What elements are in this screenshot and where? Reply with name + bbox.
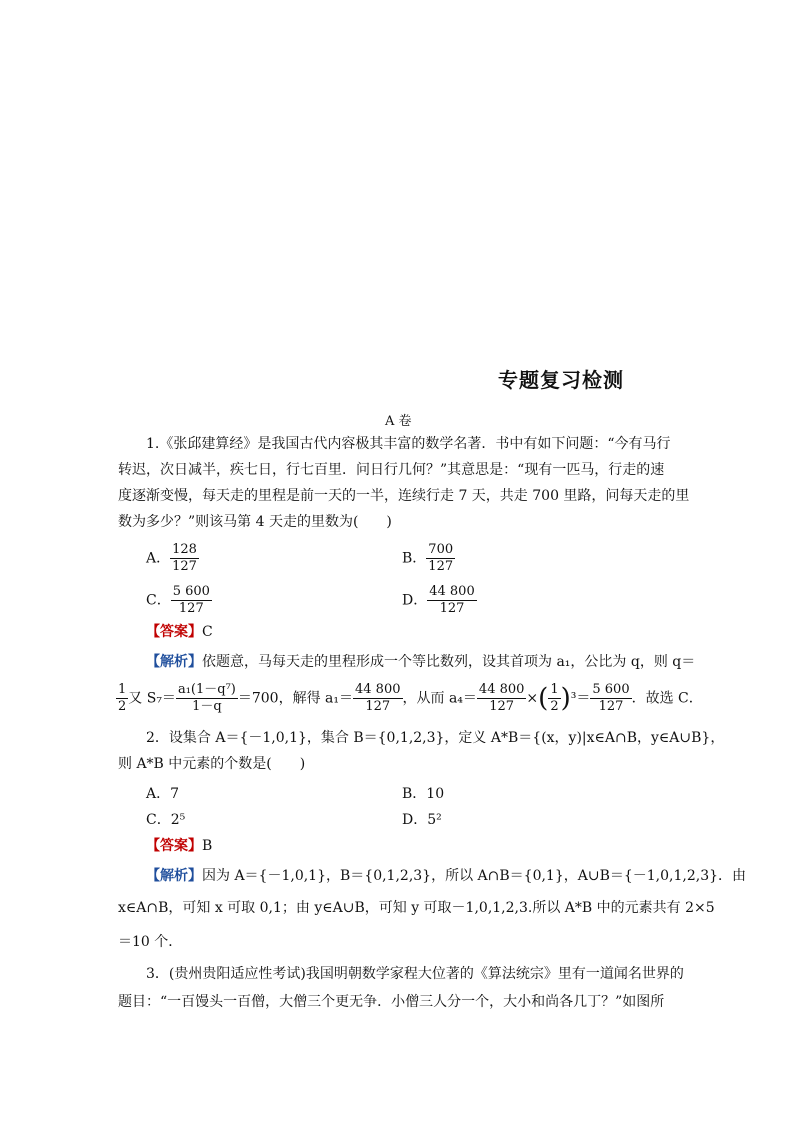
analysis-tag: 【解析】: [146, 654, 202, 670]
q1-option-c: C． $\frac{5 600}{127}$: [146, 584, 210, 616]
q1-option-a: A． $\frac{128}{127}$: [146, 542, 197, 574]
q2-line-2: 则 A*B 中元素的个数是( ): [118, 756, 306, 772]
q1-answer: 【答案】C: [146, 624, 213, 640]
q3-line-2: 题目：“一百馒头一百僧，大僧三个更无争．小僧三人分一个，大小和尚各几丁？”如图所: [118, 994, 665, 1010]
q1-option-b: B． $\frac{700}{127}$: [402, 542, 454, 574]
q2-analysis-line-1: 【解析】因为 A＝{－1,0,1}，B＝{0,1,2,3}，所以 A∩B＝{0,1}，A∪B＝{－1,0,1,2,3}．由: [146, 868, 747, 884]
q2-option-c: C．2⁵: [146, 812, 186, 828]
q1-line-1: 1.《张邱建算经》是我国古代内容极其丰富的数学名著．书中有如下问题：“今有马行: [146, 436, 671, 452]
q1-line-4: 数为多少？”则该马第 4 天走的里数为( ): [118, 514, 392, 530]
q1-line-3: 度逐渐变慢，每天走的里程是前一天的一半，连续行走 7 天，共走 700 里路，问每天走的里: [118, 488, 690, 504]
q2-option-d: D．5²: [402, 812, 442, 828]
analysis-tag: 【解析】: [146, 868, 202, 884]
q2-analysis-line-2: x∈A∩B，可知 x 可取 0,1；由 y∈A∪B，可知 y 可取－1,0,1,2,3.所以 A*B 中的元素共有 2×5: [118, 900, 715, 916]
q1-option-d: D． $\frac{44 800}{127}$: [402, 584, 475, 616]
q3-line-1: 3．(贵州贵阳适应性考试)我国明朝数学家程大位著的《算法统宗》里有一道闻名世界的: [146, 966, 684, 982]
q2-line-1: 2．设集合 A＝{－1,0,1}，集合 B＝{0,1,2,3}，定义 A*B＝{(x，y)|x∈A∩B，y∈A∪B}，: [146, 730, 725, 746]
q1-analysis-formula: $\frac{1}{2}$ 又 S₇＝ $\frac{\text{a₁(1－q⁷)}}{1-q}$ ＝700，解得 a₁＝ $\frac{44 800}{127}$ ，从而 a₄＝ $\frac{44 800}{127}$ ×( $\frac{1}{2}$ )³＝ $\frac{5 600}{127}$ ．故选 C．: [118, 682, 703, 714]
q2-option-a: A．7: [146, 786, 180, 802]
page-title: 专题复习检测: [498, 368, 624, 392]
q1-line-2: 转迟，次日减半，疾七日，行七百里．问日行几何？”其意思是：“现有一匹马，行走的速: [118, 462, 665, 478]
q2-option-b: B．10: [402, 786, 445, 802]
answer-tag: 【答案】: [146, 838, 202, 854]
q2-analysis-line-3: ＝10 个．: [118, 934, 183, 950]
section-label: A 卷: [385, 414, 412, 429]
q1-analysis-line-1: 【解析】依题意，马每天走的里程形成一个等比数列，设其首项为 a₁，公比为 q，则 q＝: [146, 654, 696, 670]
q2-answer: 【答案】B: [146, 838, 213, 854]
answer-tag: 【答案】: [146, 624, 202, 640]
